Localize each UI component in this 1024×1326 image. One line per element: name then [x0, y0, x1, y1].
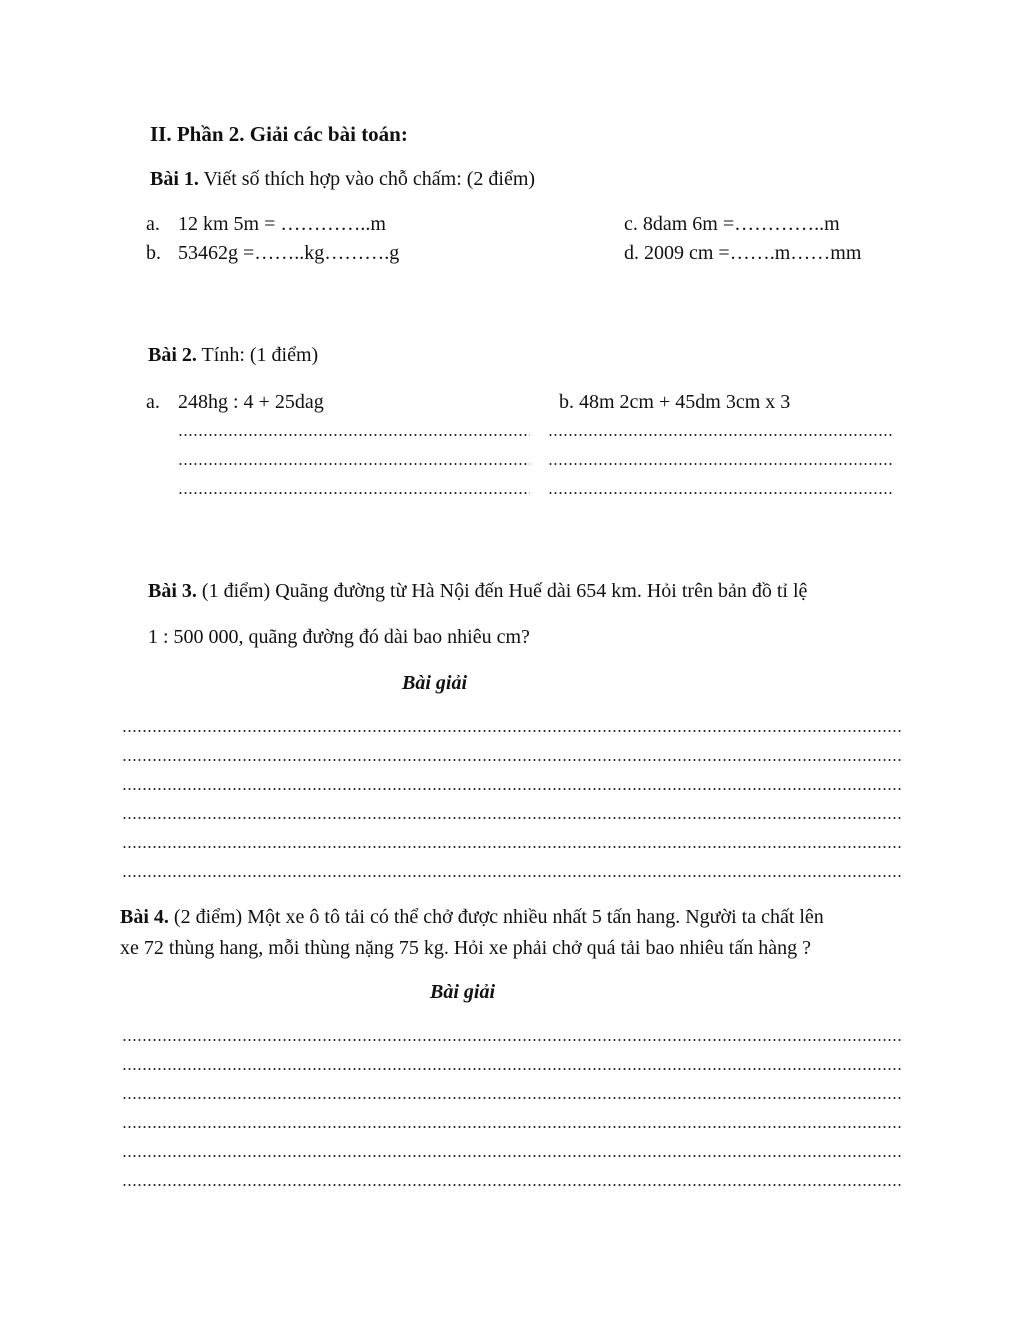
bai4-solution-line — [122, 1126, 902, 1128]
bai1-b-marker: b. — [146, 242, 161, 264]
bai1-a-text: 12 km 5m = …………..m — [178, 213, 386, 235]
bai2-a-text: 248hg : 4 + 25dag — [178, 391, 324, 413]
bai3-solution-line — [122, 817, 902, 819]
bai2-a-answer-line — [178, 492, 530, 494]
bai3-label: Bài 3. — [148, 580, 197, 602]
bai3-line2: 1 : 500 000, quãng đường đó dài bao nhiêu cm? — [148, 626, 530, 648]
bai3-solution-line — [122, 730, 902, 732]
bai4-label: Bài 4. — [120, 906, 169, 928]
bai4-solution-line — [122, 1155, 902, 1157]
bai2-a-answer-line — [178, 434, 530, 436]
bai2-b-answer-line — [548, 463, 894, 465]
bai4-line2: xe 72 thùng hang, mỗi thùng nặng 75 kg. Hỏi xe phải chở quá tải bao nhiêu tấn hàng ? — [120, 937, 811, 959]
bai2-item-a — [146, 391, 324, 414]
bai3-text-1: (1 điểm) Quãng đường từ Hà Nội đến Huế dài 654 km. Hỏi trên bản đồ tỉ lệ — [196, 580, 808, 602]
bai1-item-b — [146, 242, 399, 265]
bai1-item-a — [146, 213, 386, 236]
bai4-solution-line — [122, 1097, 902, 1099]
bai4-solution-line — [122, 1039, 902, 1041]
bai1-a-marker: a. — [146, 213, 160, 235]
bai2-item-b: b. 48m 2cm + 45dm 3cm x 3 — [559, 391, 791, 413]
bai1-item-c: c. 8dam 6m =…………..m — [624, 213, 840, 235]
bai3-solution-line — [122, 759, 902, 761]
bai1-text: Viết số thích hợp vào chỗ chấm: (2 điểm) — [198, 168, 536, 190]
bai2-a-answer-line — [178, 463, 530, 465]
bai1-label: Bài 1. — [150, 168, 199, 190]
bai3-solution-line — [122, 788, 902, 790]
bai2-b-answer-line — [548, 492, 894, 494]
bai2-a-marker: a. — [146, 391, 160, 413]
bai3-solution-line — [122, 875, 902, 877]
bai2-b-answer-line — [548, 434, 894, 436]
bai4-text-1: (2 điểm) Một xe ô tô tải có thể chở được nhiều nhất 5 tấn hang. Người ta chất lên — [168, 906, 824, 928]
bai2-label: Bài 2. — [148, 344, 197, 366]
bai4-solution-line — [122, 1184, 902, 1186]
bai4-solution-line — [122, 1068, 902, 1070]
bai3-solution-line — [122, 846, 902, 848]
bai3-solution-heading: Bài giải — [402, 672, 468, 694]
bai2-text: Tính: (1 điểm) — [196, 344, 319, 366]
bai1-heading — [150, 168, 535, 191]
bai2-heading — [148, 344, 318, 367]
bai4-line1 — [120, 906, 824, 929]
section-title: II. Phần 2. Giải các bài toán: — [150, 122, 408, 146]
bai4-solution-heading: Bài giải — [430, 981, 496, 1003]
bai3-line1 — [148, 580, 807, 603]
bai1-item-d: d. 2009 cm =…….m……mm — [624, 242, 862, 264]
bai1-b-text: 53462g =……..kg……….g — [178, 242, 400, 264]
